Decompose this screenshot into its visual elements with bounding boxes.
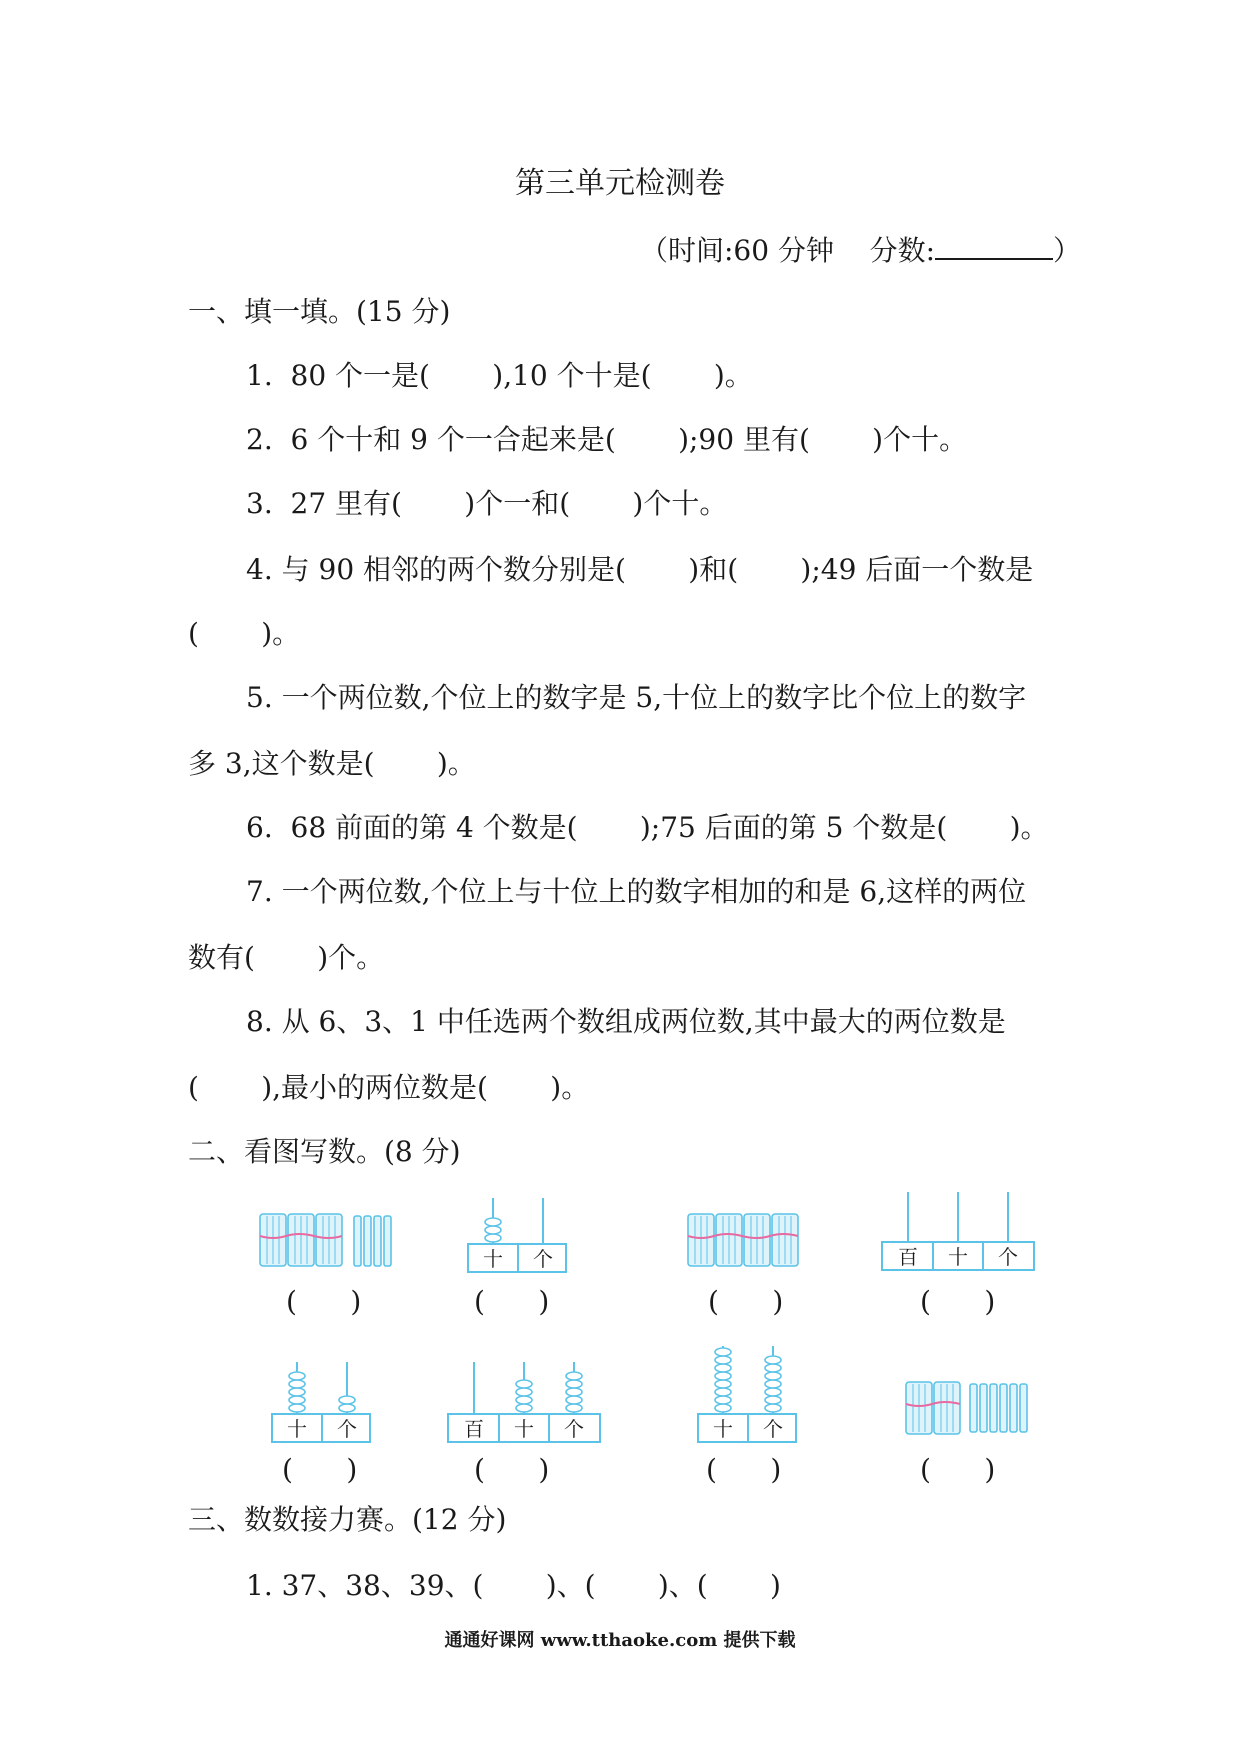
abacus-figure-7	[692, 1344, 802, 1444]
question-1-4-line2: ( )。	[188, 617, 301, 650]
bundles-figure-3	[686, 1206, 802, 1272]
question-1-7-line2: 数有( )个。	[188, 941, 385, 974]
abacus-label-ones: 个	[564, 1417, 584, 1441]
answer-blank-2[interactable]: ( )	[474, 1285, 550, 1318]
bundles-sticks-figure-8	[904, 1376, 1028, 1438]
abacus-label-ones: 个	[337, 1417, 357, 1441]
question-1-4-line1: 4. 与 90 相邻的两个数分别是( )和( );49 后面一个数是	[246, 553, 1034, 586]
abacus-label-ones: 个	[763, 1417, 783, 1441]
question-1-3: 3. 27 里有( )个一和( )个十。	[246, 487, 728, 520]
abacus-figure-2	[462, 1196, 572, 1274]
question-1-1: 1. 80 个一是( ),10 个十是( )。	[246, 359, 753, 392]
answer-blank-3[interactable]: ( )	[708, 1285, 784, 1318]
abacus-label-ones: 个	[998, 1245, 1018, 1269]
question-3-1: 1. 37、38、39、( )、( )、( )	[246, 1569, 781, 1602]
abacus-label-tens: 十	[948, 1245, 968, 1269]
abacus-label-tens: 十	[713, 1417, 733, 1441]
question-1-2: 2. 6 个十和 9 个一合起来是( );90 里有( )个十。	[246, 423, 968, 456]
score-blank[interactable]	[935, 232, 1053, 260]
abacus-label-tens: 十	[514, 1417, 534, 1441]
question-1-6: 6. 68 前面的第 4 个数是( );75 后面的第 5 个数是( )。	[246, 811, 1049, 844]
abacus-label-hundreds: 百	[464, 1417, 484, 1441]
question-1-8-line2: ( ),最小的两位数是( )。	[188, 1071, 590, 1104]
answer-blank-6[interactable]: ( )	[474, 1453, 550, 1486]
bundles-sticks-figure-1	[258, 1206, 394, 1272]
section2-heading: 二、看图写数。(8 分)	[188, 1135, 461, 1168]
abacus-figure-4	[876, 1190, 1040, 1272]
question-1-7-line1: 7. 一个两位数,个位上与十位上的数字相加的和是 6,这样的两位	[246, 875, 1027, 908]
abacus-label-tens: 十	[287, 1417, 307, 1441]
section1-heading: 一、填一填。(15 分)	[188, 295, 451, 328]
answer-blank-8[interactable]: ( )	[920, 1453, 996, 1486]
answer-blank-5[interactable]: ( )	[282, 1453, 358, 1486]
time-label: （时间:60 分钟	[640, 234, 834, 267]
answer-blank-4[interactable]: ( )	[920, 1285, 996, 1318]
answer-blank-1[interactable]: ( )	[286, 1285, 362, 1318]
exam-info	[640, 232, 1081, 269]
abacus-figure-5	[266, 1360, 376, 1444]
exam-info-close: ）	[1053, 234, 1082, 267]
question-1-8-line1: 8. 从 6、3、1 中任选两个数组成两位数,其中最大的两位数是	[246, 1005, 1006, 1038]
answer-blank-7[interactable]: ( )	[706, 1453, 782, 1486]
abacus-label-tens: 十	[483, 1247, 503, 1271]
page-title: 第三单元检测卷	[515, 166, 725, 201]
abacus-figure-6	[442, 1360, 606, 1444]
footer-credit: 通通好课网 www.tthaoke.com 提供下载	[444, 1630, 796, 1651]
question-1-5-line2: 多 3,这个数是( )。	[188, 747, 476, 780]
question-1-5-line1: 5. 一个两位数,个位上的数字是 5,十位上的数字比个位上的数字	[246, 681, 1027, 714]
abacus-label-hundreds: 百	[898, 1245, 918, 1269]
abacus-label-ones: 个	[533, 1247, 553, 1271]
score-label: 分数:	[869, 234, 936, 267]
section3-heading: 三、数数接力赛。(12 分)	[188, 1503, 507, 1536]
